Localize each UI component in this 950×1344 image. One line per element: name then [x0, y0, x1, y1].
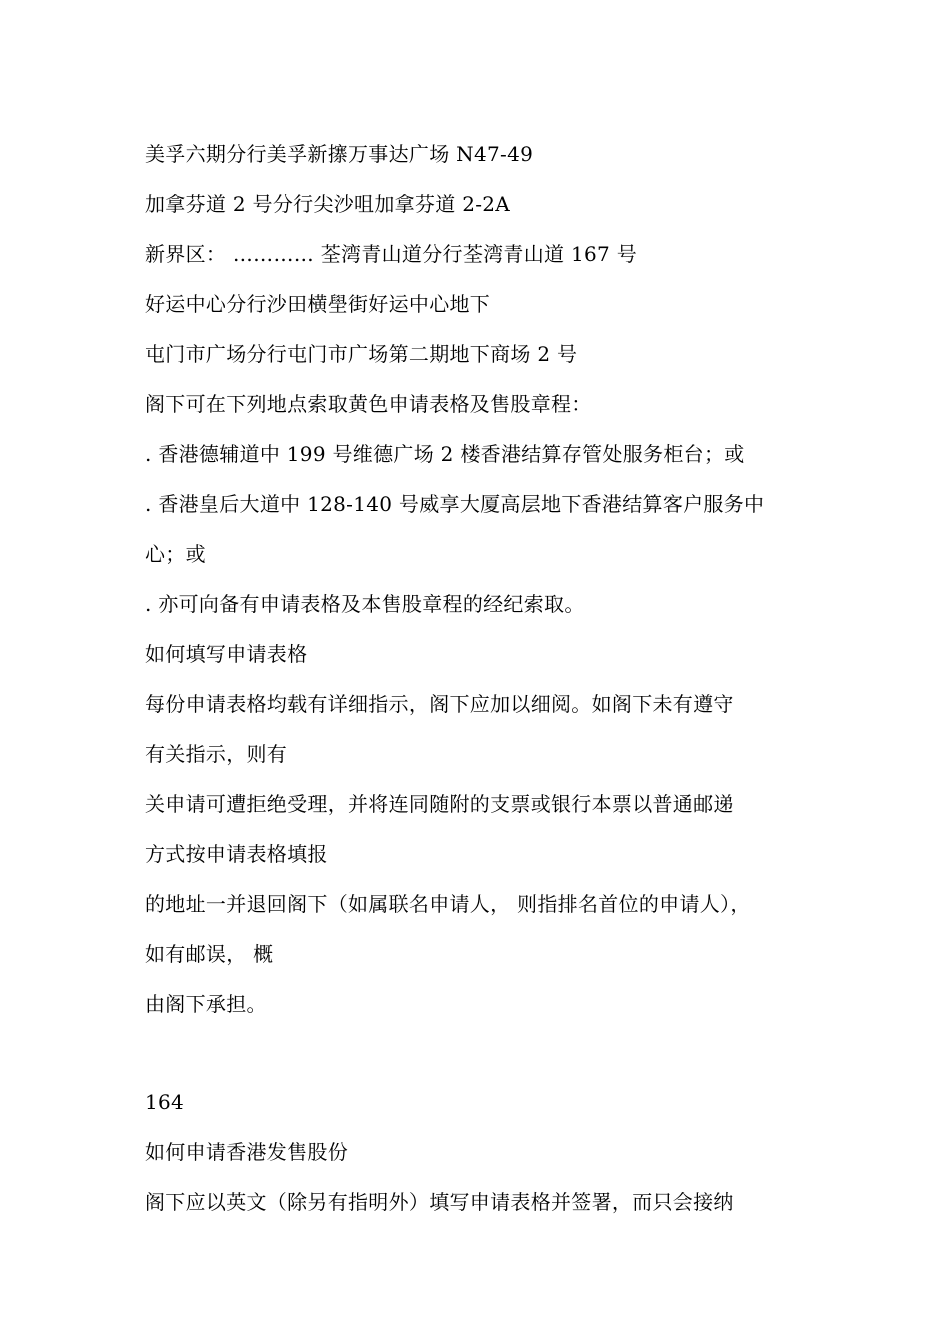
section-heading: 如何填写申请表格 [145, 642, 308, 666]
text-line: 的地址一并退回阁下（如属联名申请人， 则指排名首位的申请人）， [145, 892, 751, 916]
list-item: . 亦可向备有申请表格及本售股章程的经纪索取。 [145, 592, 585, 616]
text-line: 好运中心分行沙田横壆街好运中心地下 [145, 292, 491, 316]
text-line: 方式按申请表格填报 [145, 842, 328, 866]
text-line: 关申请可遭拒绝受理，并将连同随附的支票或银行本票以普通邮递 [145, 792, 734, 816]
list-item: . 香港德辅道中 199 号维德广场 2 楼香港结算存管处服务柜台；或 [145, 442, 745, 466]
text-line: 加拿芬道 2 号分行尖沙咀加拿芬道 2-2A [145, 192, 511, 216]
text-line: 由阁下承担。 [145, 992, 267, 1016]
text-line: 新界区： ………… 荃湾青山道分行荃湾青山道 167 号 [145, 242, 638, 266]
text-line: 美孚六期分行美孚新㩟万事达广场 N47-49 [145, 142, 534, 166]
text-line: 心；或 [145, 542, 206, 566]
list-item: . 香港皇后大道中 128-140 号威享大厦高层地下香港结算客户服务中 [145, 492, 765, 516]
text-line: 如有邮误， 概 [145, 942, 274, 966]
page-number: 164 [145, 1090, 185, 1114]
text-line: 每份申请表格均载有详细指示，阁下应加以细阅。如阁下未有遵守 [145, 692, 734, 716]
text-line: 阁下应以英文（除另有指明外）填写申请表格并签署，而只会接纳 [145, 1190, 734, 1214]
section-heading: 如何申请香港发售股份 [145, 1140, 348, 1164]
text-line: 屯门市广场分行屯门市广场第二期地下商场 2 号 [145, 342, 578, 366]
text-line: 有关指示，则有 [145, 742, 288, 766]
spacer [145, 1029, 835, 1077]
text-line: 阁下可在下列地点索取黄色申请表格及售股章程： [145, 392, 592, 416]
document-body [145, 129, 835, 1227]
